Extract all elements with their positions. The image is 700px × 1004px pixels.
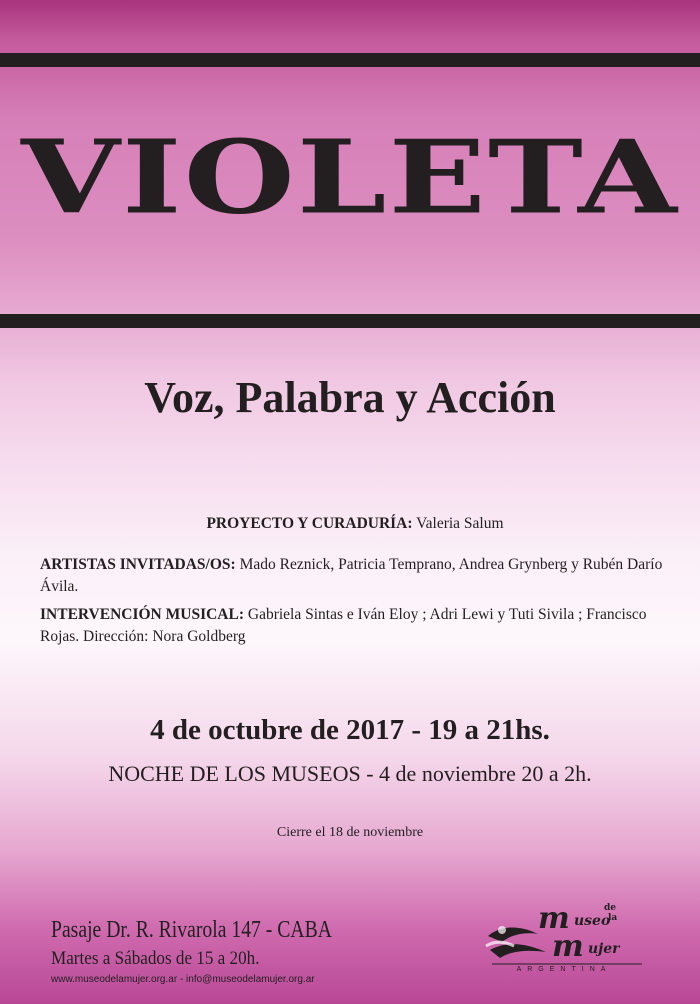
closing-date: Cierre el 18 de noviembre [276, 825, 424, 840]
address: Pasaje Dr. R. Rivarola 147 - CABA [51, 917, 332, 943]
event-date: 4 de octubre de 2017 - 19 a 21hs. [150, 714, 550, 746]
bottom-rule [0, 314, 700, 328]
intervencion-label: INTERVENCIÓN MUSICAL: [40, 606, 244, 623]
proyecto-value: Valeria Salum [416, 515, 504, 532]
logo-m1: m [538, 901, 570, 936]
logo-m2: m [552, 929, 584, 964]
artistas-label: ARTISTAS INVITADAS/OS: [40, 556, 236, 573]
opening-hours: Martes a Sábados de 15 a 20h. [51, 948, 260, 969]
artistas-value: Mado Reznick, Patricia Temprano, Andrea Grynberg y Rubén Darío Ávila. [40, 556, 663, 595]
museo-de-la-mujer-logo [482, 900, 652, 980]
logo-ujer: ujer [588, 941, 620, 957]
logo-la: la [608, 913, 618, 923]
logo-de: de [604, 903, 617, 913]
poster-subtitle: Voz, Palabra y Acción [144, 373, 556, 422]
contact-links[interactable]: www.museodelamujer.org.ar - info@museodelamujer.org.ar [51, 974, 315, 985]
poster-title: VIOLETA [20, 116, 680, 237]
logo-useo: useo [574, 913, 611, 929]
credits-artistas [40, 554, 670, 598]
top-rule [0, 53, 700, 67]
credits-intervencion [40, 604, 670, 648]
logo-country: ARGENTINA [516, 966, 612, 973]
proyecto-label: PROYECTO Y CURADURÍA: [206, 515, 413, 532]
credits-proyecto [40, 513, 670, 535]
intervencion-value: Gabriela Sintas e Iván Eloy ; Adri Lewi y Tuti Sivila ; Francisco Rojas. Dirección: Nora Goldberg [40, 606, 647, 645]
noche-museos: NOCHE DE LOS MUSEOS - 4 de noviembre 20 a 2h. [108, 761, 592, 786]
